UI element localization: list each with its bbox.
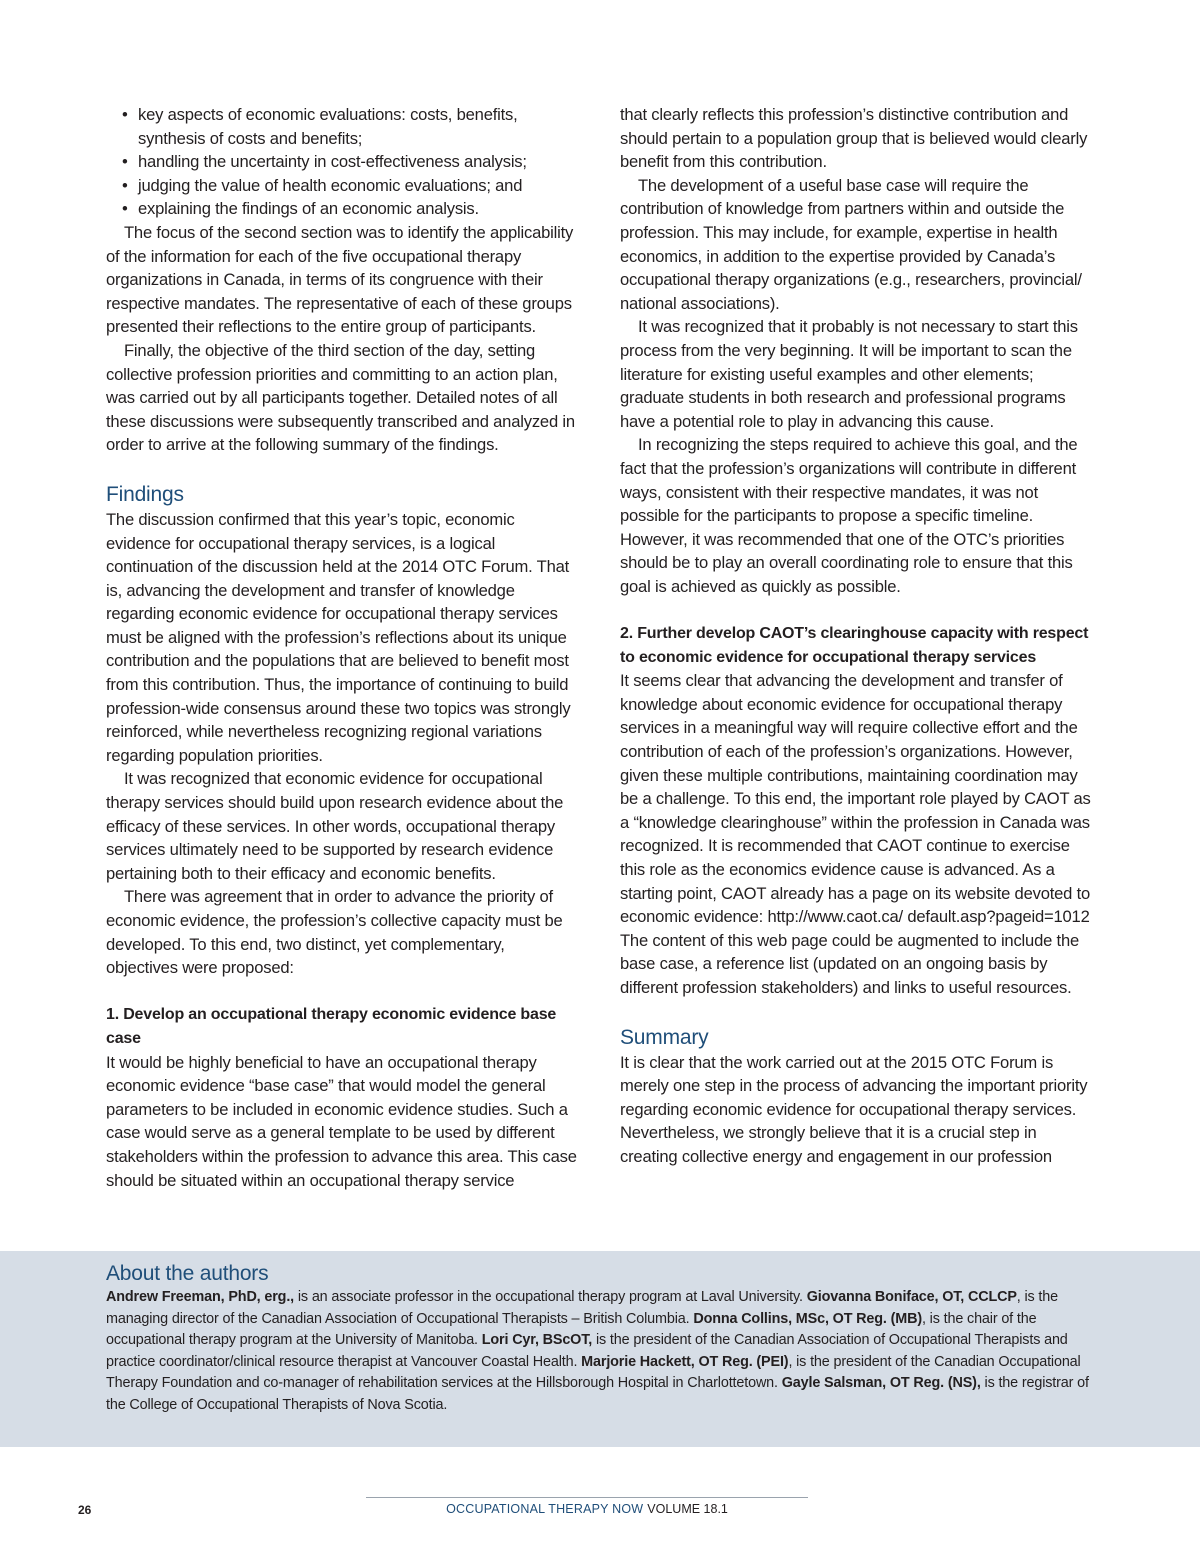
summary-paragraph-1: It is clear that the work carried out at the 2015 OTC Forum is merely one step in the process of advancing the important priority regarding economic evidence for occupational therapy services. Nevertheless, we strongly believe that it is a crucial step in creating collective energy and engagement in our profession [620,1052,1088,1166]
author-name: Donna Collins, MSc, OT Reg. (MB) [693,1310,922,1327]
author-description: , is the managing director of the Canadian Association of Occupational Therapists – British Columbia. [106,1289,1058,1327]
author-description: is the president of the Canadian Association of Occupational Therapists and practice coordinator/clinical resource therapist at Vancouver Coastal Health. [106,1332,1068,1370]
objective-1-paragraph-4: In recognizing the steps required to achieve this goal, and the fact that the profession’s organizations will contribute in different ways, consistent with their respective mandates, it was not possible for the participants to propose a specific timeline. However, it was recommended that one of the OTC’s priorities should be to play an overall coordinating role to ensure that this goal is achieved as quickly as possible. [620,435,1078,596]
summary-heading: Summary [620,1025,709,1049]
author-description: , is the president of the Canadian Occupational Therapy Foundation and co-manager of rehabilitation services at the Hillsborough Hospital in Charlottetown. [106,1353,1081,1392]
footer-divider [366,1497,808,1498]
objective-1-paragraph-3: It was recognized that it probably is not necessary to start this process from the very beginning. It will be important to scan the literature for existing useful examples and other elements; graduate students in both research and professional programs have a potential role to play in advancing this cause. [620,317,1078,431]
author-name: Lori Cyr, BScOT, [481,1332,593,1349]
right-column [620,103,1094,1169]
journal-volume: VOLUME 18.1 [647,1502,728,1516]
findings-paragraph-2: It was recognized that economic evidence for occupational therapy services should build upon research evidence about the efficacy of these services. In other words, occupational therapy services ultimately need to be supported by research evidence pertaining both to their efficacy and economic benefits. [106,769,564,883]
objective-2-paragraph-1: It seems clear that advancing the development and transfer of knowledge about economic evidence for occupational therapy services in a meaningful way will require collective effort and the contribution of each of the profession’s organizations. However, given these multiple contributions, maintaining coordination may be a challenge. To this end, the important role played by CAOT as a “knowledge clearinghouse” within the profession in Canada was recognized. It is recommended that CAOT continue to exercise this role as the economics evidence cause is advanced. As a starting point, CAOT already has a page on its website devoted to economic evidence: http://www.caot.ca/ default.asp?pageid=1012 The content of this web page could be augmented to include the base case, a reference list (updated on an ongoing basis by different profession stakeholders) and links to useful resources. [620,671,1091,997]
author-description: is an associate professor in the occupational therapy program at Laval University. [294,1289,807,1305]
author-name: Giovanna Boniface, OT, CCLCP [806,1289,1017,1305]
author-description: , is the chair of the occupational therapy program at the University of Manitoba. [106,1310,1037,1349]
objective-2-heading: 2. Further develop CAOT’s clearinghouse capacity with respect to economic evidence for occupational therapy services [620,625,1089,666]
list-item: • key aspects of economic evaluations: costs, benefits, synthesis of costs and benefits; [138,103,580,150]
about-authors-content [106,1261,1096,1417]
objective-1-paragraph-1-continued: that clearly reflects this profession’s distinctive contribution and should pertain to a population group that is believed would clearly benefit from this contribution. [620,105,1088,172]
paragraph-second-section: The focus of the second section was to identify the applicability of the information for each of the five occupational therapy organizations in Canada, in terms of its congruence with their respective mandates. The representative of each of these groups presented their reflections to the entire group of participants. [106,222,574,337]
journal-title: OCCUPATIONAL THERAPY NOW [446,1502,644,1516]
author-description: is the registrar of the College of Occupational Therapists of Nova Scotia. [106,1375,1089,1413]
page-number: 26 [78,1503,92,1517]
author-name: Marjorie Hackett, OT Reg. (PEI) [581,1353,789,1370]
list-item: • explaining the findings of an economic analysis. [138,197,580,221]
about-authors-heading: About the authors [106,1262,269,1285]
left-column [106,103,580,1192]
objective-1-paragraph-1: It would be highly beneficial to have an occupational therapy economic evidence “base case” that would model the general parameters to be included in economic evidence studies. Such a case would serve as a general template to be used by different stakeholders within the profession to advance this area. This case should be situated within an occupational therapy service [106,1052,577,1190]
findings-paragraph-1: The discussion confirmed that this year’s topic, economic evidence for occupational therapy services, is a logical continuation of the discussion held at the 2014 OTC Forum. That is, advancing the development and transfer of knowledge regarding economic evidence for occupational therapy services must be aligned with the profession’s reflections about its unique contribution and the populations that are believed to benefit most from this contribution. Thus, the importance of continuing to build profession-wide consensus around these two topics was strongly reinforced, while nevertheless recognizing regional variations regarding population priorities. [106,509,571,765]
list-item: • handling the uncertainty in cost-effectiveness analysis; [138,150,580,174]
evaluation-topics-list [106,103,580,221]
objective-1-heading: 1. Develop an occupational therapy economic evidence base case [106,1006,557,1047]
running-footer [366,1502,808,1516]
about-authors-box [0,1251,1200,1447]
author-name: Andrew Freeman, PhD, erg., [106,1289,295,1305]
paragraph-third-section: Finally, the objective of the third section of the day, setting collective profession priorities and committing to an action plan, was carried out by all participants together. Detailed notes of all these discussions were subsequently transcribed and analyzed in order to arrive at the following summary of the findings. [106,340,575,455]
list-item: • judging the value of health economic evaluations; and [138,174,580,198]
objective-1-paragraph-2: The development of a useful base case will require the contribution of knowledge from partners within and outside the profession. This may include, for example, expertise in health economics, in addition to the expertise provided by Canada’s occupational therapy organizations (e.g., researchers, provincial/ national associations). [620,175,1082,313]
authors-bios [106,1287,1096,1417]
author-name: Gayle Salsman, OT Reg. (NS), [781,1375,981,1392]
findings-paragraph-3: There was agreement that in order to advance the priority of economic evidence, the profession’s collective capacity must be developed. To this end, two distinct, yet complementary, objectives were proposed: [106,887,563,978]
findings-heading: Findings [106,482,184,506]
